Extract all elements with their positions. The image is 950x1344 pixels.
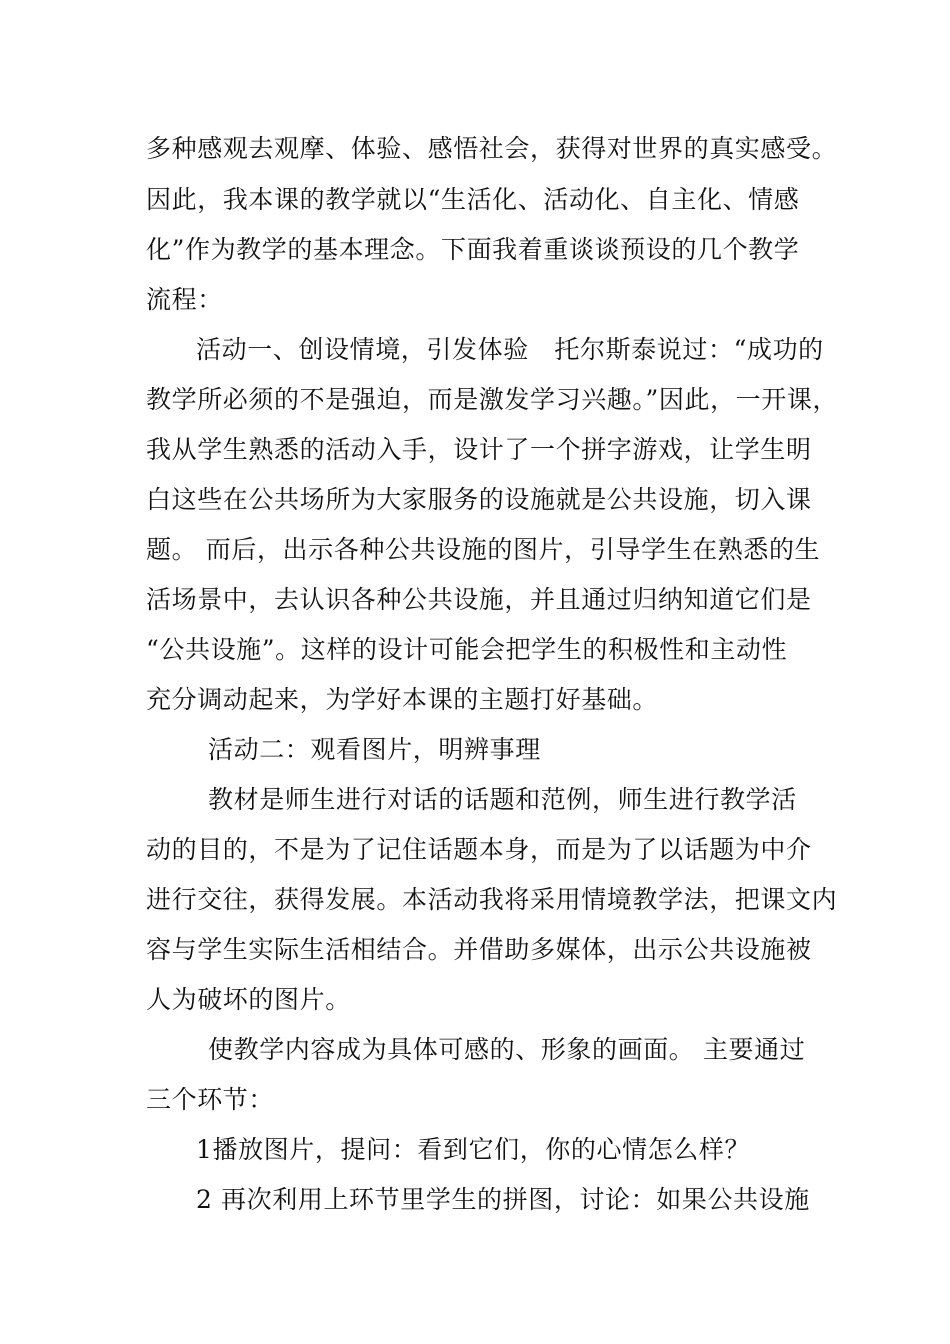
text-line: 教学所必须的不是强迫，而是激发学习兴趣。”因此，一开课， xyxy=(146,385,839,414)
text-line: 充分调动起来，为学好本课的主题打好基础。 xyxy=(146,685,659,714)
text-line: 因此，我本课的教学就以“生活化、活动化、自主化、情感 xyxy=(146,185,800,214)
text-line: 动的目的，不是为了记住话题本身，而是为了以话题为中介 xyxy=(146,835,812,864)
text-line: 活场景中，去认识各种公共设施，并且通过归纳知道它们是 xyxy=(146,585,812,614)
section-heading: 活动二：观看图片，明辨事理 xyxy=(208,735,541,764)
text-line: 多种感观去观摩、体验、感悟社会，获得对世界的真实感受。 xyxy=(146,134,838,163)
text-line: 我从学生熟悉的活动入手，设计了一个拼字游戏，让学生明 xyxy=(146,435,812,464)
text-line: 三个环节： xyxy=(146,1085,275,1114)
text-line: “公共设施”。这样的设计可能会把学生的积极性和主动性 xyxy=(146,635,788,664)
text-line: 流程： xyxy=(146,285,223,314)
text-line: 题。 而后，出示各种公共设施的图片，引导学生在熟悉的生 xyxy=(146,535,821,564)
text-line: 容与学生实际生活相结合。并借助多媒体，出示公共设施被 xyxy=(146,935,812,964)
list-item: 1播放图片，提问：看到它们，你的心情怎么样？ xyxy=(196,1135,751,1164)
text-line: 活动一、创设情境，引发体验 托尔斯泰说过：“成功的 xyxy=(196,335,824,364)
text-line: 使教学内容成为具体可感的、形象的画面。 主要通过 xyxy=(208,1035,806,1064)
text-line: 教材是师生进行对话的话题和范例，师生进行教学活 xyxy=(208,785,797,814)
text-line: 白这些在公共场所为大家服务的设施就是公共设施，切入课 xyxy=(146,485,812,514)
list-item: 2 再次利用上环节里学生的拼图，讨论：如果公共设施 xyxy=(196,1185,810,1214)
text-line: 进行交往，获得发展。本活动我将采用情境教学法，把课文内 xyxy=(146,885,838,914)
text-line: 化”作为教学的基本理念。下面我着重谈谈预设的几个教学 xyxy=(146,235,800,264)
text-line: 人为破坏的图片。 xyxy=(146,985,351,1014)
